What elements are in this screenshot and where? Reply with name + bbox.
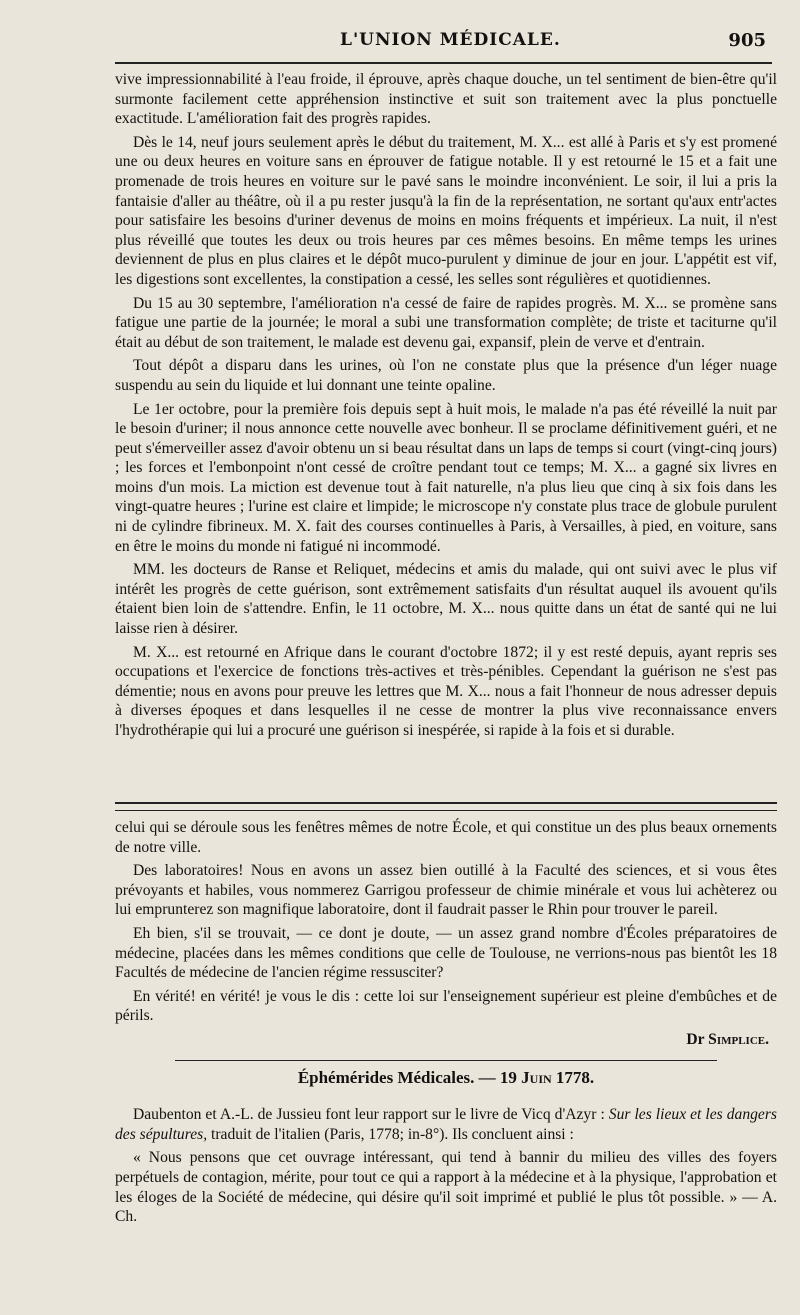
signature-name: Simplice. bbox=[708, 1030, 769, 1048]
ephemerides-p1-end: traduit de l'italien (Paris, 1778; in-8°). Ils concluent ainsi : bbox=[211, 1125, 574, 1143]
letter-column bbox=[115, 818, 777, 1231]
ephemerides-book-title: Sur les lieux et les dangers des sépultures, bbox=[115, 1106, 777, 1143]
page-header bbox=[0, 26, 800, 60]
signature-prefix: Dr bbox=[686, 1030, 705, 1048]
article-paragraph-6: MM. les docteurs de Ranse et Reliquet, médecins et amis du malade, qui ont suivi avec le plus vif intérêt les progrès de cette guérison, sont extrêmement satisfaits d'un résultat auquel ils avouent qu'ils étaient bien loin de s'attendre. Enfin, le 11 octobre, M. X... nous quitte dans un état de santé qui ne lui laisse rien à désirer. bbox=[115, 561, 777, 638]
ephemerides-rule bbox=[175, 1060, 717, 1061]
article-paragraph-2: Dès le 14, neuf jours seulement après le début du traitement, M. X... est allé à Paris et s'y est promené une ou deux heures en voiture sans en éprouver de fatigue notable. Il y est retourné le 15 et a fait une promenade de trois heures en voiture sur le pavé sans le moindre inconvénient. Le soir, il lui a pris la fantaisie d'aller au théâtre, où il a pu rester jusqu'à la fin de la représentation, ne sortant qu'aux entr'actes pour satisfaire les besoins d'uriner devenus de moins en moins fréquents et impérieux. La nuit, il n'est plus réveillé que toutes les deux ou trois heures par ces mêmes besoins. En même temps les urines deviennent de plus en plus claires et le dépôt muco-purulent y diminue de jour en jour. L'appétit est vif, les digestions sont excellentes, la constipation a cessé, les selles sont régulières et quotidiennes. bbox=[115, 133, 777, 288]
article-paragraph-4: Tout dépôt a disparu dans les urines, où l'on ne constate plus que la présence d'un léger nuage suspendu au sein du liquide et lui donnant une teinte opaline. bbox=[115, 357, 777, 394]
article-paragraph-3: Du 15 au 30 septembre, l'amélioration n'a cessé de faire de rapides progrès. M. X... se promène sans fatigue une partie de la journée; le moral a subi une transformation complète; de triste et taciturne qu'il était au début de son traitement, le malade est devenu gai, expansif, plein de verve et d'entrain. bbox=[115, 294, 777, 351]
letter-paragraph-2: Des laboratoires! Nous en avons un assez bien outillé à la Faculté des sciences, et si vous êtes prévoyants et habiles, vous nommerez Garrigou professeur de chimie minérale et vous lui achèterez ou lui emprunterez son magnifique laboratoire, dont il faudrait passer le Rhin pour trouver le pareil. bbox=[115, 862, 777, 919]
ephemerides-paragraph-2: « Nous pensons que cet ouvrage intéressant, qui tend à bannir du milieu des villes des foyers perpétuels de contagion, mérite, pour tout ce qui a rapport à la médecine et à la physique, l'approbation et les éloges de la Société de médecine, qui désire qu'il soit imprimé et publié le plus tôt possible. » — A. Ch. bbox=[115, 1149, 777, 1226]
header-rule bbox=[115, 62, 772, 64]
ephemerides-p1-start: Daubenton et A.-L. de Jussieu font leur rapport sur le livre de Vicq d'Azyr : bbox=[133, 1106, 605, 1124]
ephemerides-paragraph-1 bbox=[115, 1105, 777, 1144]
letter-paragraph-3: Eh bien, s'il se trouvait, — ce dont je doute, — un assez grand nombre d'Écoles préparatoires de médecine, placées dans les mêmes conditions que celle de Toulouse, ne verrions-nous pas bientôt les 18 Facultés de médecine de l'ancien régime ressusciter? bbox=[115, 924, 777, 982]
running-title: L'UNION MÉDICALE. bbox=[340, 30, 561, 50]
ephemerides-date-prefix: — 19 bbox=[478, 1067, 517, 1087]
ephemerides-date-month: Juin bbox=[521, 1067, 552, 1087]
article-column bbox=[115, 70, 777, 745]
article-paragraph-5: Le 1er octobre, pour la première fois depuis sept à huit mois, le malade n'a pas été réveillé la nuit par le besoin d'uriner; il nous annonce cette nouvelle avec bonheur. Il se proclame définitivement guéri, et ne peut s'émerveiller assez d'avoir obtenu un si beau résultat dans un laps de temps si court (vingt-cinq jours) ; les forces et l'embonpoint n'ont cessé de croître pendant tout ce temps; M. X... a gagné six livres en moins d'un mois. La miction est devenue tout à fait naturelle, n'a plus lieu que cinq à six fois dans les vingt-quatre heures ; l'urine est claire et limpide; le microscope n'y constate plus trace de globule purulent ni de cylindre fibrineux. M. X. fait des courses continuelles à Paris, à Versailles, à pied, en voiture, sans en être le moins du monde ni fatigué ni incommodé. bbox=[115, 400, 777, 555]
letter-paragraph-1: celui qui se déroule sous les fenêtres mêmes de notre École, et qui constitue un des plus beaux ornements de notre ville. bbox=[115, 819, 777, 856]
ephemerides-date bbox=[479, 1068, 595, 1087]
ephemerides-date-year: 1778. bbox=[555, 1067, 595, 1087]
article-paragraph-1: vive impressionnabilité à l'eau froide, il éprouve, après chaque douche, un tel sentiment de bien-être qu'il surmonte facilement cette appréhension instinctive et suit son traitement avec la plus ponctuelle exactitude. L'amélioration fait des progrès rapides. bbox=[115, 71, 777, 128]
article-paragraph-7: M. X... est retourné en Afrique dans le courant d'octobre 1872; il y est resté depuis, ayant repris ses occupations et l'exercice de fonctions très-actives et très-pénibles. Cependant la guérison ne s'est pas démentie; nous en avons pour preuve les lettres que M. X... nous a fait l'honneur de nous adresser depuis à diverses époques et dans lesquelles il ne cesse de montrer la plus vive reconnaissance envers l'hydrothérapie qui lui a procuré une guérison si inespérée, si rapide à la fois et si durable. bbox=[115, 643, 777, 739]
ephemerides-title: Éphémérides Médicales. bbox=[297, 1067, 475, 1087]
page-number: 905 bbox=[728, 30, 766, 51]
section-divider bbox=[115, 802, 777, 811]
letter-signature bbox=[115, 1030, 769, 1050]
letter-paragraph-4: En vérité! en vérité! je vous le dis : cette loi sur l'enseignement supérieur est pleine d'embûches et de périls. bbox=[115, 987, 777, 1025]
ephemerides-heading bbox=[115, 1068, 777, 1088]
